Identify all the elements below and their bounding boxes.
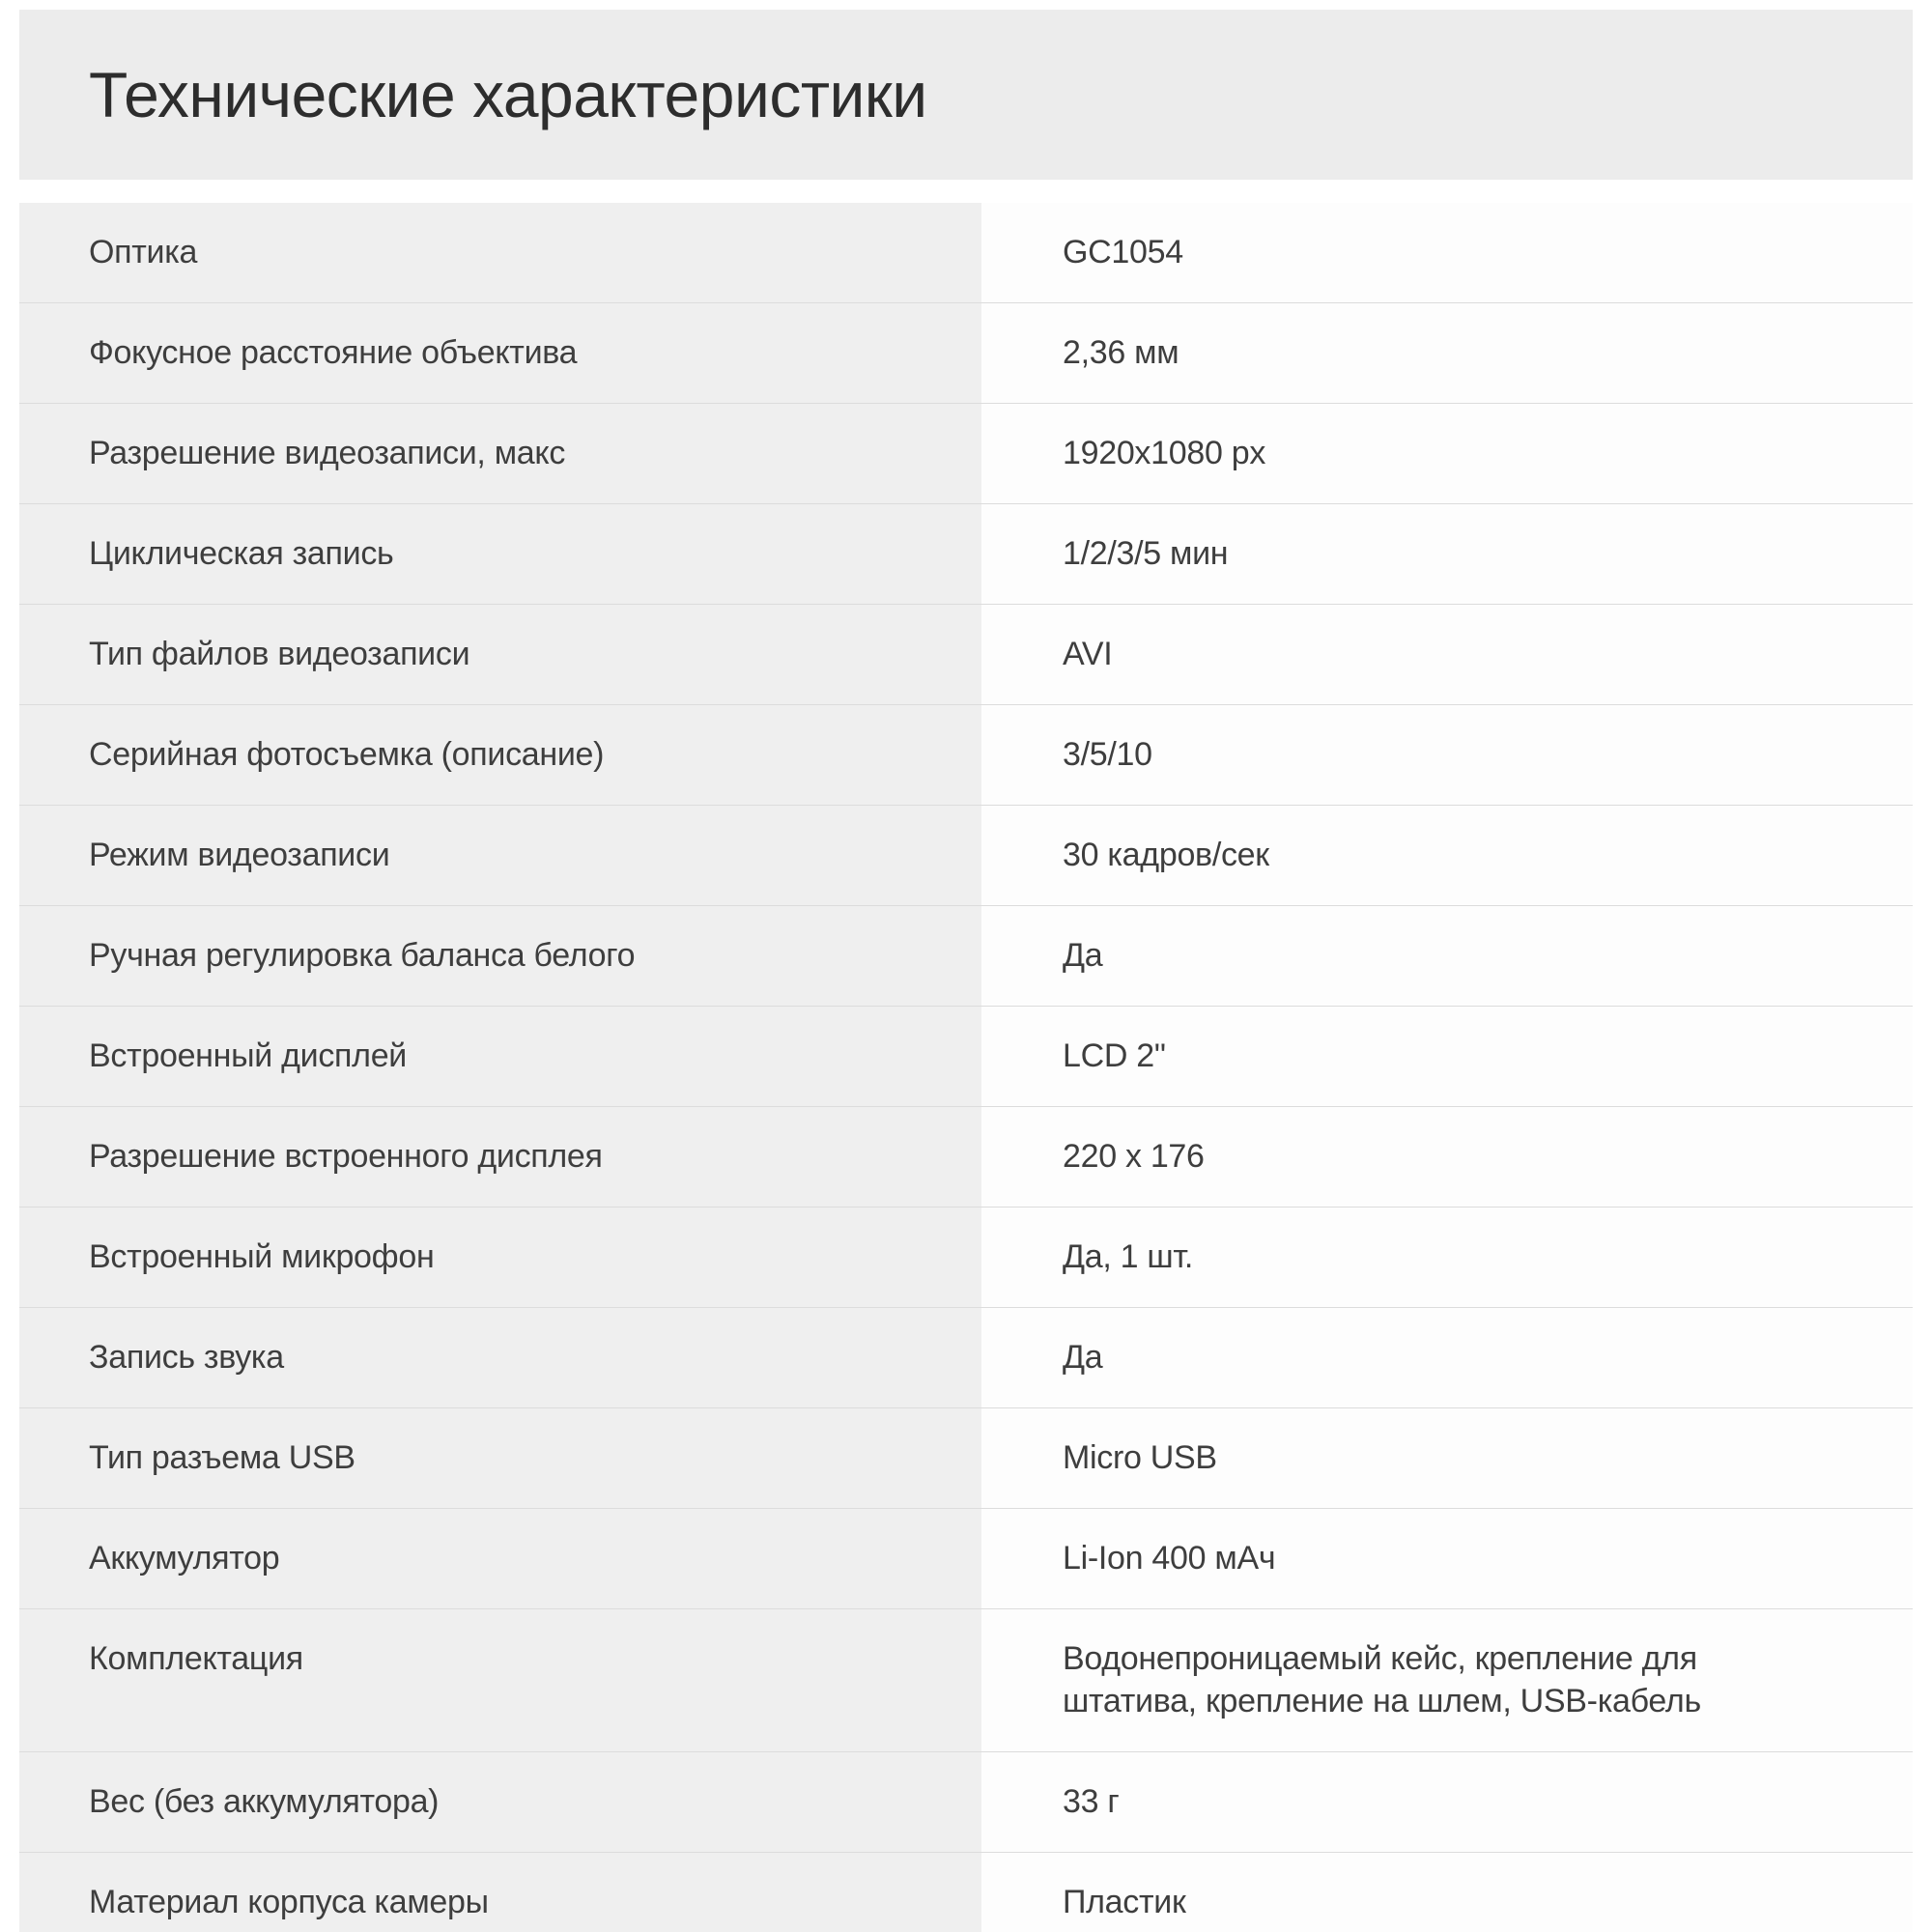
- spec-label: Режим видеозаписи: [19, 806, 981, 905]
- spec-value-cell: [981, 404, 1913, 503]
- page-title: Технические характеристики: [89, 59, 927, 130]
- table-row: [19, 1608, 1913, 1751]
- spec-value: Да, 1 шт.: [1063, 1238, 1194, 1275]
- spec-value-cell: [981, 1208, 1913, 1307]
- spec-value-cell: [981, 1752, 1913, 1852]
- spec-value: AVI: [1063, 636, 1113, 672]
- table-row: [19, 1307, 1913, 1407]
- spec-label: Тип файлов видеозаписи: [19, 605, 981, 704]
- spec-value-cell: [981, 1007, 1913, 1106]
- table-row: [19, 1751, 1913, 1852]
- spec-value: Да: [1063, 1339, 1103, 1376]
- spec-value-cell: [981, 1853, 1913, 1932]
- spec-value-cell: [981, 1408, 1913, 1508]
- table-row: [19, 604, 1913, 704]
- table-row: [19, 203, 1913, 302]
- table-row: [19, 1006, 1913, 1106]
- spec-value: 3/5/10: [1063, 736, 1152, 773]
- spec-value-cell: [981, 504, 1913, 604]
- spec-label: Встроенный дисплей: [19, 1007, 981, 1106]
- spec-label: Встроенный микрофон: [19, 1208, 981, 1307]
- spec-label: Разрешение встроенного дисплея: [19, 1107, 981, 1207]
- spec-value: Micro USB: [1063, 1439, 1217, 1476]
- table-row: [19, 1852, 1913, 1932]
- table-row: [19, 1407, 1913, 1508]
- spec-value: 1920x1080 px: [1063, 435, 1266, 471]
- spec-value-cell: [981, 303, 1913, 403]
- spec-label: Разрешение видеозаписи, макс: [19, 404, 981, 503]
- specs-header-band: [19, 10, 1913, 180]
- spec-value: Пластик: [1063, 1884, 1186, 1920]
- spec-value-cell: [981, 1509, 1913, 1608]
- spec-value-cell: [981, 1609, 1913, 1751]
- table-row: [19, 805, 1913, 905]
- spec-label: Тип разъема USB: [19, 1408, 981, 1508]
- spec-value-cell: [981, 605, 1913, 704]
- table-row: [19, 1106, 1913, 1207]
- spec-value: 1/2/3/5 мин: [1063, 535, 1229, 572]
- table-row: [19, 302, 1913, 403]
- spec-value: Водонепроницаемый кейс, крепление для штатива, крепление на шлем, USB-кабель: [1063, 1640, 1701, 1719]
- table-row: [19, 503, 1913, 604]
- spec-value-cell: [981, 705, 1913, 805]
- specs-table: [19, 203, 1913, 1932]
- spec-value-cell: [981, 203, 1913, 302]
- spec-value-cell: [981, 906, 1913, 1006]
- spec-label: Вес (без аккумулятора): [19, 1752, 981, 1852]
- spec-value: 30 кадров/сек: [1063, 837, 1269, 873]
- spec-value: Li-Ion 400 мАч: [1063, 1540, 1276, 1577]
- table-row: [19, 1508, 1913, 1608]
- spec-value-cell: [981, 1308, 1913, 1407]
- spec-value: Да: [1063, 937, 1103, 974]
- spec-label: Оптика: [19, 203, 981, 302]
- table-row: [19, 403, 1913, 503]
- spec-label: Запись звука: [19, 1308, 981, 1407]
- spec-value: GC1054: [1063, 234, 1183, 270]
- table-row: [19, 1207, 1913, 1307]
- spec-value: 220 x 176: [1063, 1138, 1205, 1175]
- spec-value-cell: [981, 1107, 1913, 1207]
- spec-value: 33 г: [1063, 1783, 1120, 1820]
- spec-label: Фокусное расстояние объектива: [19, 303, 981, 403]
- spec-value-cell: [981, 806, 1913, 905]
- spec-value: 2,36 мм: [1063, 334, 1179, 371]
- spec-label: Ручная регулировка баланса белого: [19, 906, 981, 1006]
- spec-label: Аккумулятор: [19, 1509, 981, 1608]
- spec-label: Серийная фотосъемка (описание): [19, 705, 981, 805]
- table-row: [19, 905, 1913, 1006]
- table-row: [19, 704, 1913, 805]
- spec-label: Материал корпуса камеры: [19, 1853, 981, 1932]
- spec-value: LCD 2": [1063, 1037, 1166, 1074]
- spec-label: Циклическая запись: [19, 504, 981, 604]
- spec-label: Комплектация: [19, 1609, 981, 1751]
